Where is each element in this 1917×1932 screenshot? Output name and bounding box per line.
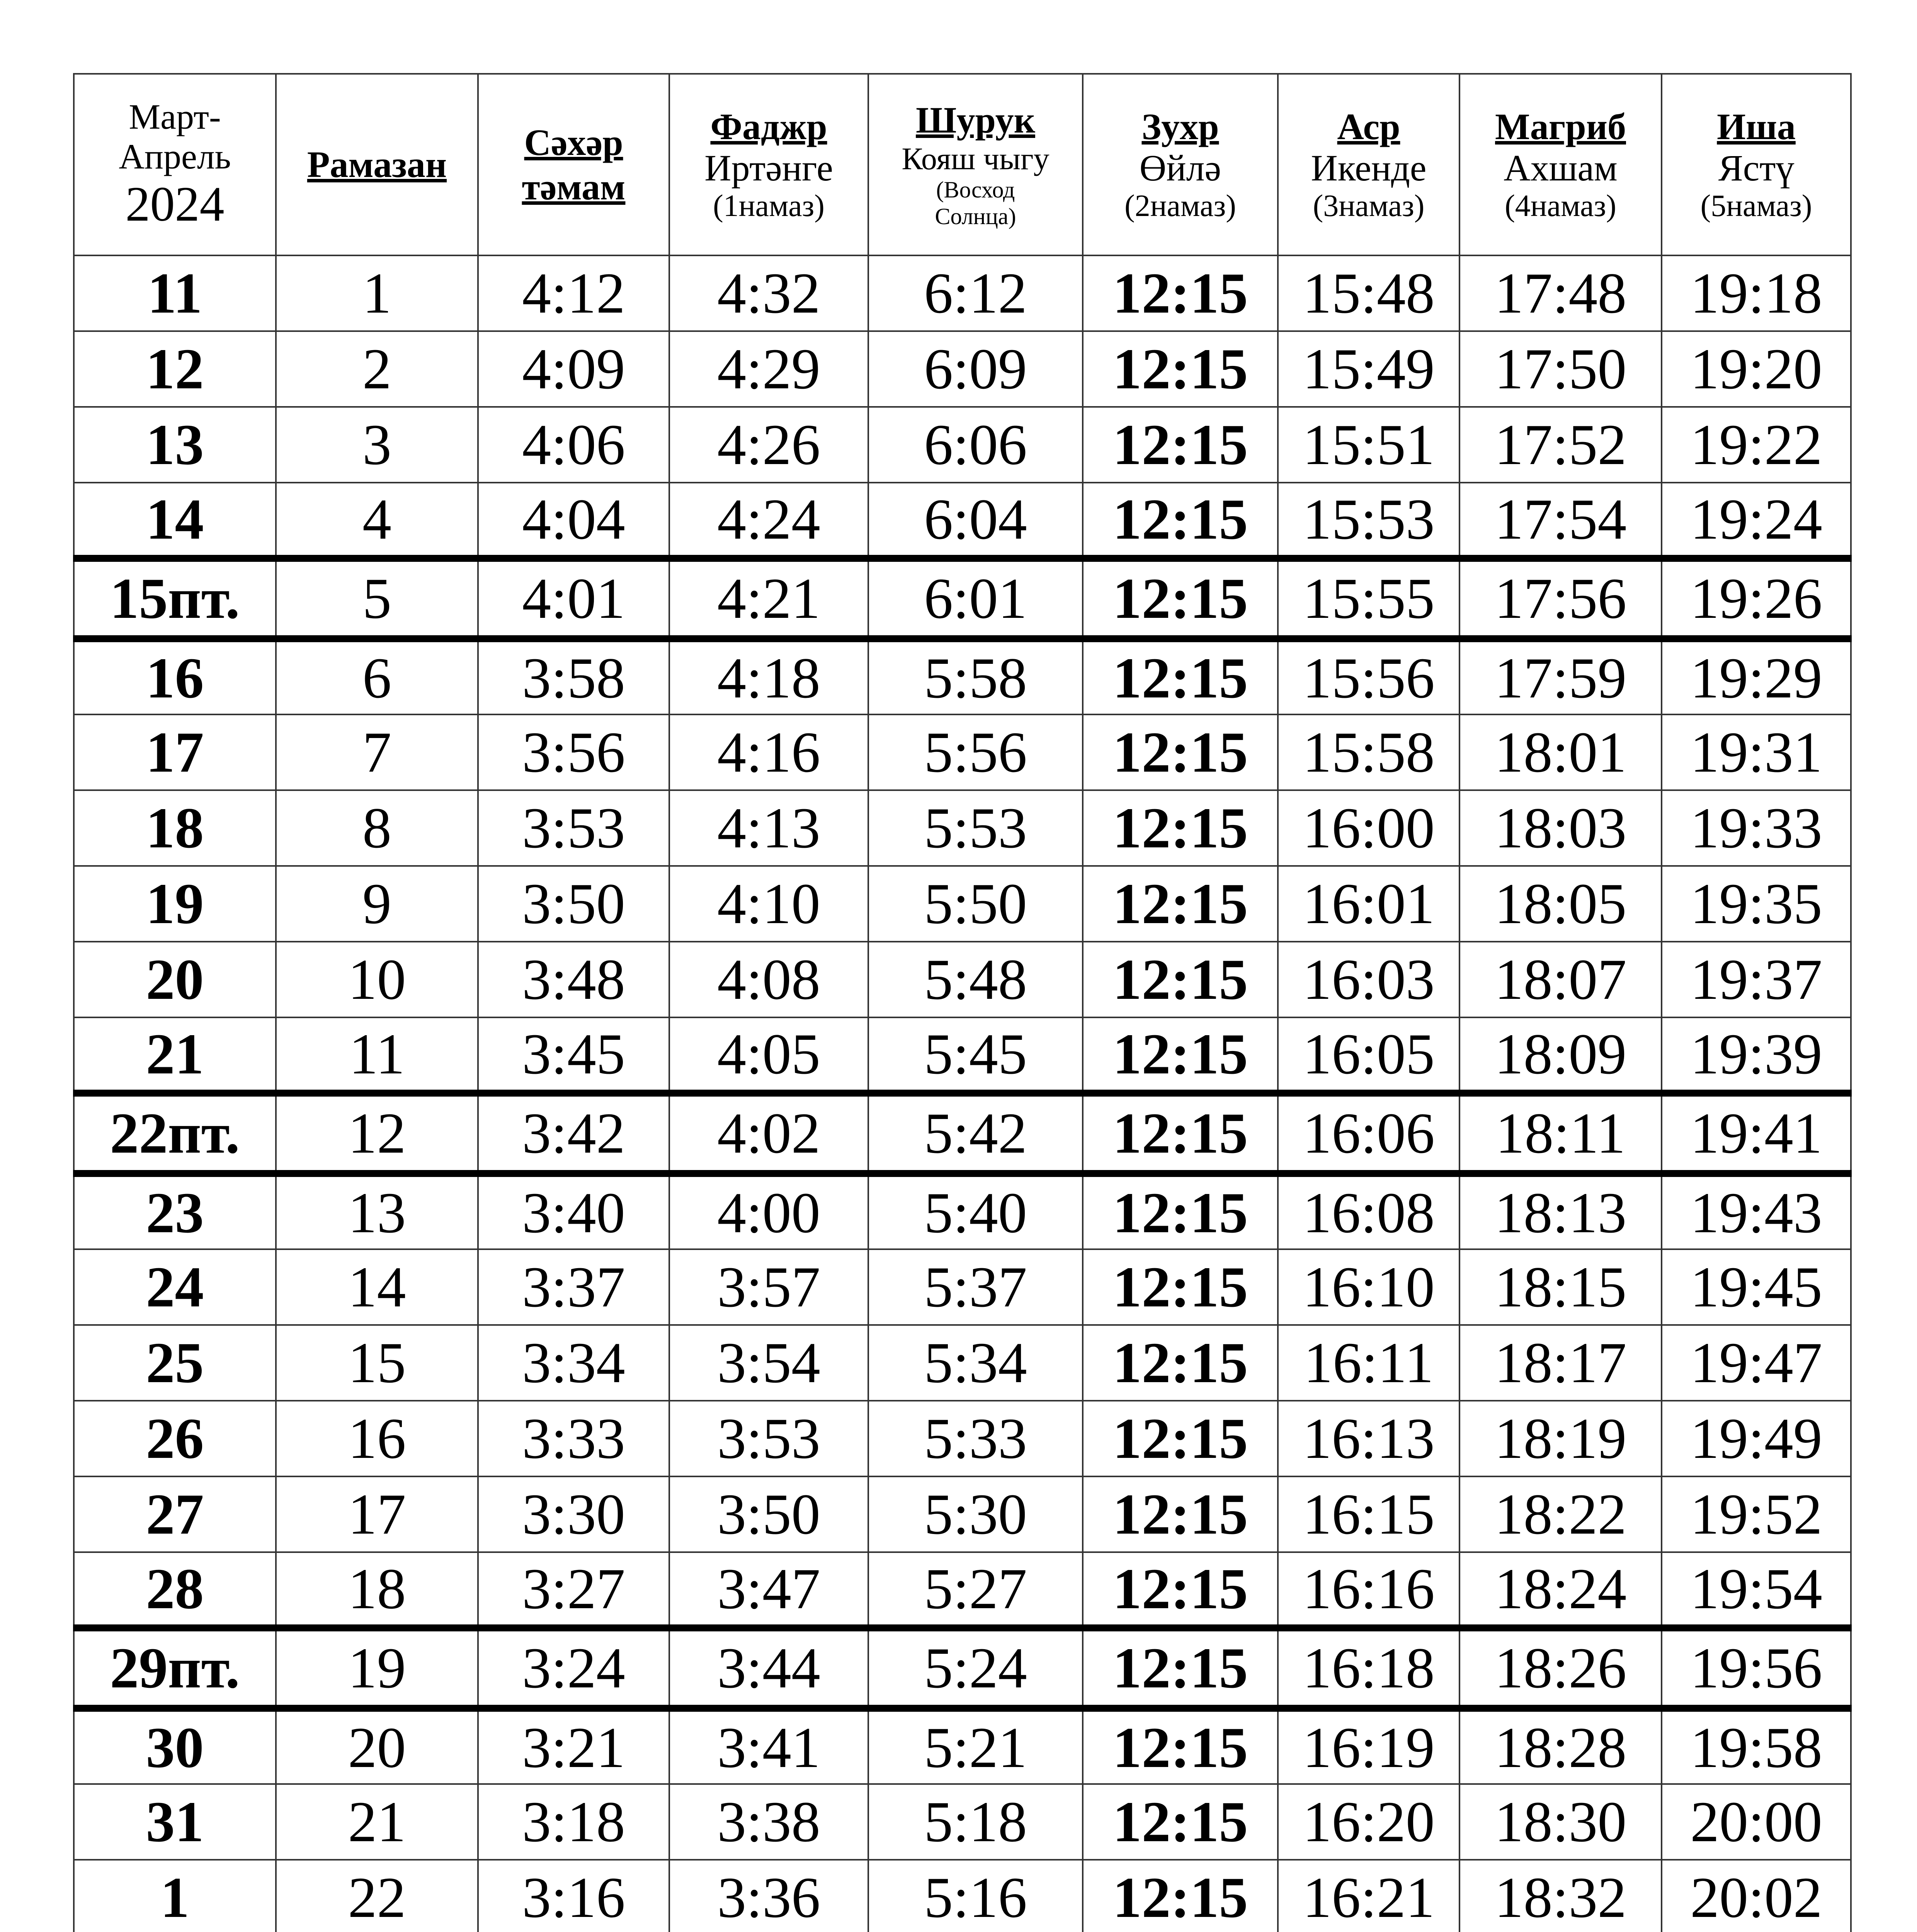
zuhr-time-cell: 12:15 xyxy=(1083,1401,1278,1476)
suhr-time-cell: 3:21 xyxy=(478,1708,669,1784)
fajr-time-cell: 4:16 xyxy=(669,714,868,790)
table-row-friday xyxy=(74,1628,1851,1708)
table-row-friday xyxy=(74,1093,1851,1173)
ramazan-day-cell: 15 xyxy=(276,1325,478,1401)
table-row xyxy=(74,1017,1851,1093)
zuhr-time-cell: 12:15 xyxy=(1083,1017,1278,1093)
zuhr-time-cell: 12:15 xyxy=(1083,1860,1278,1932)
date-cell: 30 xyxy=(74,1708,276,1784)
header-fajr xyxy=(669,74,868,255)
isha-time-cell: 19:54 xyxy=(1662,1552,1851,1628)
zuhr-time-cell: 12:15 xyxy=(1083,1476,1278,1552)
suhr-time-cell: 3:53 xyxy=(478,790,669,866)
fajr-time-cell: 3:38 xyxy=(669,1784,868,1860)
header-shuruk xyxy=(868,74,1083,255)
shuruk-time-cell: 5:53 xyxy=(868,790,1083,866)
table-row xyxy=(74,407,1851,483)
suhr-time-cell: 3:30 xyxy=(478,1476,669,1552)
fajr-time-cell: 4:05 xyxy=(669,1017,868,1093)
suhr-time-cell: 3:48 xyxy=(478,942,669,1017)
header-ramazan-label: Рамазан xyxy=(307,144,447,185)
asr-time-cell: 16:10 xyxy=(1278,1249,1459,1325)
maghrib-time-cell: 18:03 xyxy=(1459,790,1662,866)
ramazan-day-cell: 14 xyxy=(276,1249,478,1325)
isha-time-cell: 19:20 xyxy=(1662,331,1851,407)
asr-time-cell: 15:48 xyxy=(1278,255,1459,331)
asr-time-cell: 16:16 xyxy=(1278,1552,1459,1628)
shuruk-time-cell: 5:18 xyxy=(868,1784,1083,1860)
suhr-time-cell: 4:09 xyxy=(478,331,669,407)
isha-time-cell: 19:24 xyxy=(1662,483,1851,558)
fajr-time-cell: 4:10 xyxy=(669,866,868,942)
isha-time-cell: 19:52 xyxy=(1662,1476,1851,1552)
header-maghrib-title: Магриб xyxy=(1495,105,1626,147)
date-cell: 1 xyxy=(74,1860,276,1932)
ramazan-day-cell: 16 xyxy=(276,1401,478,1476)
header-row xyxy=(74,74,1851,255)
maghrib-time-cell: 18:17 xyxy=(1459,1325,1662,1401)
asr-time-cell: 15:55 xyxy=(1278,558,1459,639)
asr-time-cell: 16:05 xyxy=(1278,1017,1459,1093)
header-shuruk-note2: Солнца) xyxy=(935,203,1016,229)
asr-time-cell: 16:01 xyxy=(1278,866,1459,942)
header-date-line2: Апрель xyxy=(119,137,231,177)
maghrib-time-cell: 18:28 xyxy=(1459,1708,1662,1784)
suhr-time-cell: 4:04 xyxy=(478,483,669,558)
header-isha-sub: Ястү xyxy=(1718,147,1795,189)
zuhr-time-cell: 12:15 xyxy=(1083,1628,1278,1708)
shuruk-time-cell: 5:56 xyxy=(868,714,1083,790)
date-cell: 13 xyxy=(74,407,276,483)
suhr-time-cell: 4:12 xyxy=(478,255,669,331)
fajr-time-cell: 3:57 xyxy=(669,1249,868,1325)
asr-time-cell: 16:21 xyxy=(1278,1860,1459,1932)
date-cell: 17 xyxy=(74,714,276,790)
isha-time-cell: 19:31 xyxy=(1662,714,1851,790)
suhr-time-cell: 4:01 xyxy=(478,558,669,639)
fajr-time-cell: 3:50 xyxy=(669,1476,868,1552)
table-row xyxy=(74,790,1851,866)
table-row-friday xyxy=(74,558,1851,639)
header-maghrib-note: (4намаз) xyxy=(1505,189,1616,223)
ramazan-day-cell: 6 xyxy=(276,639,478,714)
header-ramazan xyxy=(276,74,478,255)
table-row xyxy=(74,331,1851,407)
zuhr-time-cell: 12:15 xyxy=(1083,790,1278,866)
header-date-line1: Март- xyxy=(129,97,221,137)
shuruk-time-cell: 6:04 xyxy=(868,483,1083,558)
table-row xyxy=(74,1552,1851,1628)
header-date xyxy=(74,74,276,255)
ramazan-day-cell: 3 xyxy=(276,407,478,483)
shuruk-time-cell: 5:21 xyxy=(868,1708,1083,1784)
suhr-time-cell: 3:33 xyxy=(478,1401,669,1476)
ramazan-day-cell: 11 xyxy=(276,1017,478,1093)
isha-time-cell: 19:37 xyxy=(1662,942,1851,1017)
suhr-time-cell: 3:27 xyxy=(478,1552,669,1628)
ramazan-day-cell: 20 xyxy=(276,1708,478,1784)
table-row xyxy=(74,714,1851,790)
shuruk-time-cell: 5:48 xyxy=(868,942,1083,1017)
header-zuhr-note: (2намаз) xyxy=(1124,189,1236,223)
shuruk-time-cell: 5:24 xyxy=(868,1628,1083,1708)
zuhr-time-cell: 12:15 xyxy=(1083,1093,1278,1173)
zuhr-time-cell: 12:15 xyxy=(1083,866,1278,942)
header-asr xyxy=(1278,74,1459,255)
isha-time-cell: 19:35 xyxy=(1662,866,1851,942)
date-cell: 19 xyxy=(74,866,276,942)
fajr-time-cell: 3:47 xyxy=(669,1552,868,1628)
zuhr-time-cell: 12:15 xyxy=(1083,483,1278,558)
maghrib-time-cell: 17:56 xyxy=(1459,558,1662,639)
suhr-time-cell: 3:42 xyxy=(478,1093,669,1173)
header-zuhr-sub: Өйлә xyxy=(1139,147,1221,189)
isha-time-cell: 19:33 xyxy=(1662,790,1851,866)
shuruk-time-cell: 5:42 xyxy=(868,1093,1083,1173)
maghrib-time-cell: 18:32 xyxy=(1459,1860,1662,1932)
header-maghrib-sub: Ахшам xyxy=(1504,147,1618,189)
table-row xyxy=(74,483,1851,558)
header-fajr-note: (1намаз) xyxy=(713,189,825,223)
asr-time-cell: 16:18 xyxy=(1278,1628,1459,1708)
shuruk-time-cell: 5:33 xyxy=(868,1401,1083,1476)
asr-time-cell: 15:51 xyxy=(1278,407,1459,483)
zuhr-time-cell: 12:15 xyxy=(1083,942,1278,1017)
table-row xyxy=(74,1476,1851,1552)
header-isha xyxy=(1662,74,1851,255)
suhr-time-cell: 3:50 xyxy=(478,866,669,942)
maghrib-time-cell: 18:09 xyxy=(1459,1017,1662,1093)
isha-time-cell: 19:49 xyxy=(1662,1401,1851,1476)
asr-time-cell: 16:00 xyxy=(1278,790,1459,866)
maghrib-time-cell: 18:05 xyxy=(1459,866,1662,942)
header-asr-title: Аср xyxy=(1337,105,1400,147)
table-row xyxy=(74,255,1851,331)
fajr-time-cell: 3:44 xyxy=(669,1628,868,1708)
maghrib-time-cell: 18:26 xyxy=(1459,1628,1662,1708)
suhr-time-cell: 3:58 xyxy=(478,639,669,714)
date-cell: 14 xyxy=(74,483,276,558)
date-cell: 31 xyxy=(74,1784,276,1860)
table-row xyxy=(74,639,1851,714)
isha-time-cell: 19:58 xyxy=(1662,1708,1851,1784)
date-cell: 12 xyxy=(74,331,276,407)
table-row xyxy=(74,866,1851,942)
ramazan-day-cell: 17 xyxy=(276,1476,478,1552)
header-isha-title: Иша xyxy=(1717,105,1796,147)
ramazan-day-cell: 9 xyxy=(276,866,478,942)
shuruk-time-cell: 5:45 xyxy=(868,1017,1083,1093)
date-cell: 18 xyxy=(74,790,276,866)
fajr-time-cell: 4:02 xyxy=(669,1093,868,1173)
maghrib-time-cell: 18:15 xyxy=(1459,1249,1662,1325)
isha-time-cell: 19:43 xyxy=(1662,1173,1851,1249)
suhr-time-cell: 3:18 xyxy=(478,1784,669,1860)
table-row xyxy=(74,1401,1851,1476)
date-cell: 29пт. xyxy=(74,1628,276,1708)
maghrib-time-cell: 18:30 xyxy=(1459,1784,1662,1860)
asr-time-cell: 16:03 xyxy=(1278,942,1459,1017)
fajr-time-cell: 4:08 xyxy=(669,942,868,1017)
timetable-body xyxy=(74,255,1851,1932)
maghrib-time-cell: 17:52 xyxy=(1459,407,1662,483)
header-suhr xyxy=(478,74,669,255)
date-cell: 26 xyxy=(74,1401,276,1476)
fajr-time-cell: 4:00 xyxy=(669,1173,868,1249)
maghrib-time-cell: 17:54 xyxy=(1459,483,1662,558)
date-cell: 22пт. xyxy=(74,1093,276,1173)
header-asr-sub: Икенде xyxy=(1311,147,1427,189)
header-maghrib xyxy=(1459,74,1662,255)
date-cell: 28 xyxy=(74,1552,276,1628)
zuhr-time-cell: 12:15 xyxy=(1083,331,1278,407)
fajr-time-cell: 3:53 xyxy=(669,1401,868,1476)
ramazan-day-cell: 5 xyxy=(276,558,478,639)
maghrib-time-cell: 18:07 xyxy=(1459,942,1662,1017)
shuruk-time-cell: 5:58 xyxy=(868,639,1083,714)
header-date-year: 2024 xyxy=(125,177,225,232)
asr-time-cell: 15:56 xyxy=(1278,639,1459,714)
fajr-time-cell: 4:18 xyxy=(669,639,868,714)
maghrib-time-cell: 17:59 xyxy=(1459,639,1662,714)
header-shuruk-sub: Кояш чыгу xyxy=(902,141,1050,176)
header-isha-note: (5намаз) xyxy=(1700,189,1812,223)
maghrib-time-cell: 18:19 xyxy=(1459,1401,1662,1476)
suhr-time-cell: 3:37 xyxy=(478,1249,669,1325)
asr-time-cell: 15:49 xyxy=(1278,331,1459,407)
header-zuhr xyxy=(1083,74,1278,255)
suhr-time-cell: 4:06 xyxy=(478,407,669,483)
zuhr-time-cell: 12:15 xyxy=(1083,639,1278,714)
ramazan-day-cell: 4 xyxy=(276,483,478,558)
shuruk-time-cell: 5:27 xyxy=(868,1552,1083,1628)
ramazan-day-cell: 21 xyxy=(276,1784,478,1860)
date-cell: 20 xyxy=(74,942,276,1017)
suhr-time-cell: 3:45 xyxy=(478,1017,669,1093)
table-row xyxy=(74,1173,1851,1249)
shuruk-time-cell: 6:09 xyxy=(868,331,1083,407)
shuruk-time-cell: 5:34 xyxy=(868,1325,1083,1401)
suhr-time-cell: 3:24 xyxy=(478,1628,669,1708)
header-fajr-sub: Иртәнге xyxy=(704,147,833,189)
isha-time-cell: 19:56 xyxy=(1662,1628,1851,1708)
isha-time-cell: 19:47 xyxy=(1662,1325,1851,1401)
date-cell: 23 xyxy=(74,1173,276,1249)
zuhr-time-cell: 12:15 xyxy=(1083,407,1278,483)
header-asr-note: (3намаз) xyxy=(1313,189,1425,223)
fajr-time-cell: 4:24 xyxy=(669,483,868,558)
header-shuruk-note1: (Восход xyxy=(936,177,1015,202)
asr-time-cell: 16:20 xyxy=(1278,1784,1459,1860)
zuhr-time-cell: 12:15 xyxy=(1083,1173,1278,1249)
header-suhr-line2: тәмам xyxy=(522,166,626,207)
asr-time-cell: 16:13 xyxy=(1278,1401,1459,1476)
ramazan-day-cell: 2 xyxy=(276,331,478,407)
isha-time-cell: 20:00 xyxy=(1662,1784,1851,1860)
header-fajr-title: Фаджр xyxy=(710,105,827,147)
isha-time-cell: 19:26 xyxy=(1662,558,1851,639)
prayer-timetable xyxy=(73,73,1852,1932)
shuruk-time-cell: 5:40 xyxy=(868,1173,1083,1249)
shuruk-time-cell: 5:37 xyxy=(868,1249,1083,1325)
table-row xyxy=(74,1784,1851,1860)
isha-time-cell: 19:22 xyxy=(1662,407,1851,483)
header-suhr-line1: Сәхәр xyxy=(524,121,623,163)
maghrib-time-cell: 18:24 xyxy=(1459,1552,1662,1628)
shuruk-time-cell: 5:16 xyxy=(868,1860,1083,1932)
date-cell: 27 xyxy=(74,1476,276,1552)
fajr-time-cell: 4:26 xyxy=(669,407,868,483)
fajr-time-cell: 4:13 xyxy=(669,790,868,866)
ramazan-day-cell: 13 xyxy=(276,1173,478,1249)
fajr-time-cell: 4:32 xyxy=(669,255,868,331)
asr-time-cell: 15:58 xyxy=(1278,714,1459,790)
shuruk-time-cell: 6:12 xyxy=(868,255,1083,331)
zuhr-time-cell: 12:15 xyxy=(1083,714,1278,790)
table-row xyxy=(74,942,1851,1017)
maghrib-time-cell: 17:48 xyxy=(1459,255,1662,331)
header-zuhr-title: Зухр xyxy=(1141,105,1219,147)
asr-time-cell: 16:19 xyxy=(1278,1708,1459,1784)
table-row xyxy=(74,1860,1851,1932)
asr-time-cell: 16:11 xyxy=(1278,1325,1459,1401)
isha-time-cell: 19:39 xyxy=(1662,1017,1851,1093)
shuruk-time-cell: 6:06 xyxy=(868,407,1083,483)
zuhr-time-cell: 12:15 xyxy=(1083,1784,1278,1860)
fajr-time-cell: 3:41 xyxy=(669,1708,868,1784)
asr-time-cell: 16:08 xyxy=(1278,1173,1459,1249)
maghrib-time-cell: 18:01 xyxy=(1459,714,1662,790)
asr-time-cell: 15:53 xyxy=(1278,483,1459,558)
header-shuruk-title: Шурук xyxy=(916,99,1035,141)
date-cell: 21 xyxy=(74,1017,276,1093)
ramazan-day-cell: 12 xyxy=(276,1093,478,1173)
suhr-time-cell: 3:34 xyxy=(478,1325,669,1401)
table-row xyxy=(74,1708,1851,1784)
date-cell: 24 xyxy=(74,1249,276,1325)
date-cell: 16 xyxy=(74,639,276,714)
isha-time-cell: 19:18 xyxy=(1662,255,1851,331)
shuruk-time-cell: 5:30 xyxy=(868,1476,1083,1552)
table-row xyxy=(74,1249,1851,1325)
date-cell: 25 xyxy=(74,1325,276,1401)
zuhr-time-cell: 12:15 xyxy=(1083,1708,1278,1784)
ramazan-day-cell: 19 xyxy=(276,1628,478,1708)
date-cell: 11 xyxy=(74,255,276,331)
ramazan-day-cell: 18 xyxy=(276,1552,478,1628)
ramazan-day-cell: 8 xyxy=(276,790,478,866)
maghrib-time-cell: 18:13 xyxy=(1459,1173,1662,1249)
isha-time-cell: 19:45 xyxy=(1662,1249,1851,1325)
fajr-time-cell: 3:54 xyxy=(669,1325,868,1401)
suhr-time-cell: 3:40 xyxy=(478,1173,669,1249)
ramazan-day-cell: 22 xyxy=(276,1860,478,1932)
zuhr-time-cell: 12:15 xyxy=(1083,1249,1278,1325)
table-row xyxy=(74,1325,1851,1401)
fajr-time-cell: 4:29 xyxy=(669,331,868,407)
maghrib-time-cell: 17:50 xyxy=(1459,331,1662,407)
ramazan-day-cell: 7 xyxy=(276,714,478,790)
fajr-time-cell: 4:21 xyxy=(669,558,868,639)
isha-time-cell: 20:02 xyxy=(1662,1860,1851,1932)
suhr-time-cell: 3:16 xyxy=(478,1860,669,1932)
shuruk-time-cell: 5:50 xyxy=(868,866,1083,942)
date-cell: 15пт. xyxy=(74,558,276,639)
asr-time-cell: 16:06 xyxy=(1278,1093,1459,1173)
asr-time-cell: 16:15 xyxy=(1278,1476,1459,1552)
isha-time-cell: 19:29 xyxy=(1662,639,1851,714)
fajr-time-cell: 3:36 xyxy=(669,1860,868,1932)
ramazan-day-cell: 10 xyxy=(276,942,478,1017)
isha-time-cell: 19:41 xyxy=(1662,1093,1851,1173)
ramazan-day-cell: 1 xyxy=(276,255,478,331)
shuruk-time-cell: 6:01 xyxy=(868,558,1083,639)
zuhr-time-cell: 12:15 xyxy=(1083,1552,1278,1628)
zuhr-time-cell: 12:15 xyxy=(1083,1325,1278,1401)
maghrib-time-cell: 18:11 xyxy=(1459,1093,1662,1173)
maghrib-time-cell: 18:22 xyxy=(1459,1476,1662,1552)
suhr-time-cell: 3:56 xyxy=(478,714,669,790)
zuhr-time-cell: 12:15 xyxy=(1083,558,1278,639)
zuhr-time-cell: 12:15 xyxy=(1083,255,1278,331)
